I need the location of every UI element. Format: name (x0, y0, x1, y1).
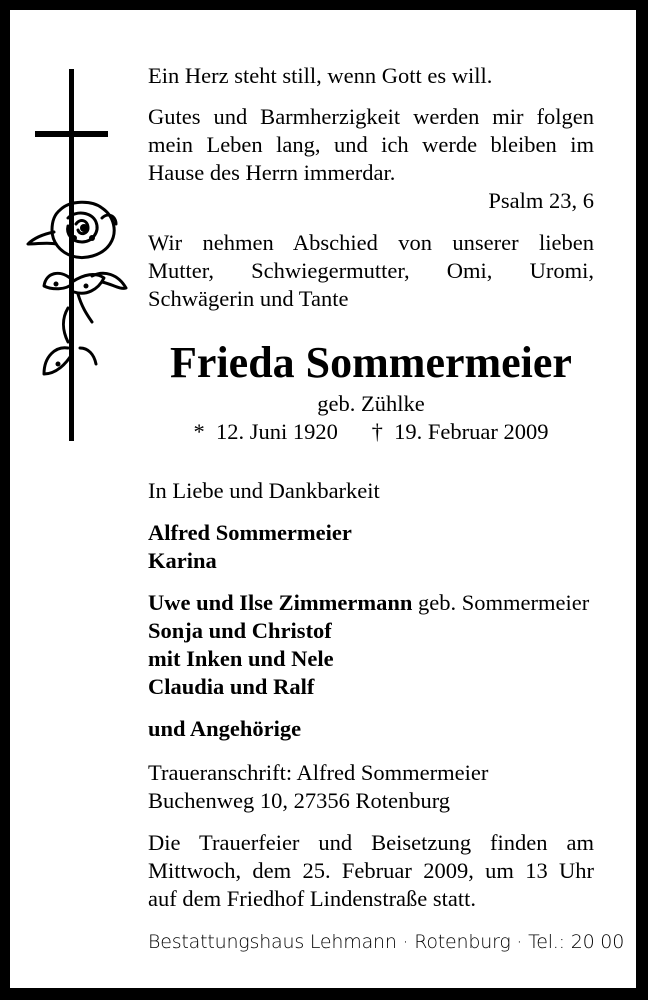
farewell-line-1: Wir nehmen Abschied von unserer lieben (148, 230, 594, 255)
farewell-line-2: Mutter, Schwiegermutter, Omi, Uromi, (148, 258, 594, 283)
mourner-1: Alfred Sommermeier (148, 520, 352, 545)
psalm-line-1: Gutes und Barmherzigkeit werden mir folgen (148, 104, 594, 129)
undertaker-footer: Bestattungshaus Lehmann · Rotenburg · Tel.: 20 00 (148, 931, 625, 953)
mourner-4: Sonja und Christof (148, 618, 332, 643)
mourners-intro: In Liebe und Dankbarkeit (148, 478, 380, 503)
deceased-name: Frieda Sommermeier (170, 338, 572, 387)
mourner-3-name: Uwe und Ilse Zimmermann (148, 590, 413, 615)
farewell-line-3: Schwägerin und Tante (148, 286, 349, 311)
mourning-address-line-1: Traueranschrift: Alfred Sommermeier (148, 760, 489, 785)
death-date: 19. Februar 2009 (394, 419, 549, 444)
service-line-3: auf dem Friedhof Lindenstraße statt. (148, 886, 477, 911)
birth-date: 12. Juni 1920 (216, 419, 338, 444)
mourner-2: Karina (148, 548, 217, 573)
mourner-5: mit Inken und Nele (148, 646, 334, 671)
rose-icon (22, 198, 134, 398)
relatives: und Angehörige (148, 716, 302, 741)
psalm-line-2: mein Leben lang, und ich werde bleiben im (148, 132, 594, 157)
opening-verse: Ein Herz steht still, wenn Gott es will. (148, 63, 493, 88)
death-symbol: † (371, 419, 383, 444)
birth-symbol: * (193, 419, 205, 444)
obituary-notice (10, 10, 636, 988)
service-line-2: Mittwoch, dem 25. Februar 2009, um 13 Uhr (148, 858, 594, 883)
cross-horizontal-bar (35, 131, 108, 137)
mourner-3 (148, 589, 594, 617)
service-line-1: Die Trauerfeier und Beisetzung finden am (148, 830, 594, 855)
life-dates (148, 418, 594, 446)
psalm-source: Psalm 23, 6 (488, 188, 594, 213)
mourner-3-maiden: geb. Sommermeier (412, 590, 590, 615)
mourning-address-line-2: Buchenweg 10, 27356 Rotenburg (148, 788, 451, 813)
maiden-name: geb. Zühlke (317, 391, 425, 416)
psalm-line-3: Hause des Herrn immerdar. (148, 160, 396, 185)
mourner-6: Claudia und Ralf (148, 674, 315, 699)
